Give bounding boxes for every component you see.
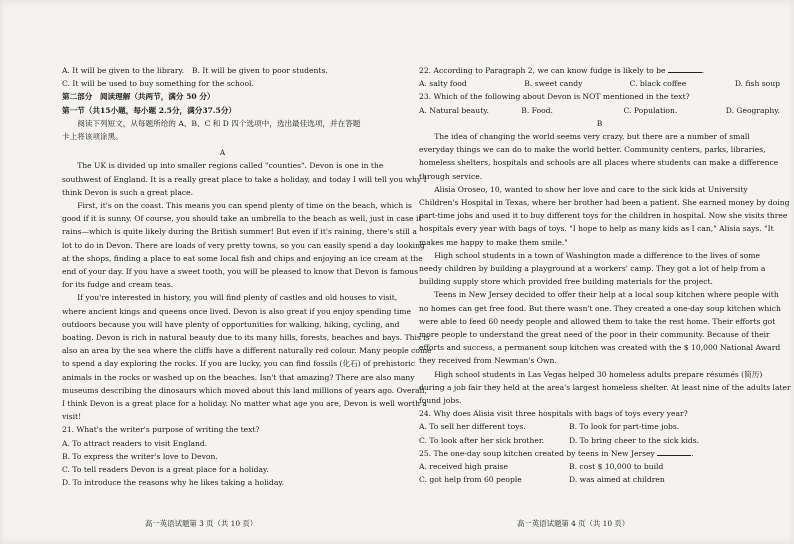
passage-line: think Devon is such a great place. [62, 187, 194, 197]
passage-a [62, 159, 432, 423]
answer-blank[interactable] [657, 447, 691, 456]
prev-question-options-2 [62, 77, 383, 90]
option-b[interactable]: B. It will be given to poor students. [192, 66, 328, 75]
options-row [419, 460, 780, 473]
passage-line: outdoors because you will have plenty of opportunities for walking, hiking, cycling, and [62, 319, 400, 329]
passage-line: First, it's on the coast. This means you can spend plenty of time on the beach, which is [77, 201, 412, 211]
option-c[interactable]: C. black coffee [629, 79, 687, 89]
option-b[interactable]: B. cost $ 10,000 to build [569, 462, 664, 472]
passage-b [419, 130, 791, 407]
passage-line: boating. Devon is rich in natural beauty due to its many hills, forests, beaches and bays. This is [62, 333, 430, 343]
question-24 [419, 407, 780, 447]
passage-line: The UK is divided up into smaller regions called "counties". Devon is one in the [77, 161, 384, 171]
option-b[interactable]: B. Food. [521, 105, 553, 115]
passage-line: also an area by the sea where the cliffs have a different naturally red colour. Many people come [62, 346, 432, 356]
option-a[interactable]: A. salty food [419, 79, 467, 89]
passage-line: needy children by building a playground at a workers' camp. They got a lot of help from a [419, 264, 766, 274]
question-25 [419, 447, 780, 487]
option-d[interactable]: D. Geography. [725, 105, 780, 115]
page-footer: 高一英语试题第 3 页（共 10 页） [145, 518, 258, 528]
option-c[interactable]: C. It will be used to buy something for the school. [62, 79, 254, 89]
passage-b-label: B [596, 118, 603, 128]
option-a[interactable]: A. To attract readers to visit England. [62, 438, 208, 448]
passage-line: visit! [62, 412, 82, 422]
passage-line: part-time jobs and used it to buy different toys for the children in hospital. Now she visits three [419, 211, 788, 221]
question-22 [419, 64, 780, 90]
instruction-line-2: 卡上将该项涂黑。 [62, 132, 123, 142]
passage-line: Teens in New Jersey decided to offer their help at a local soup kitchen where people with [434, 290, 779, 300]
passage-line: Children's Hospital in Texas, where her brother had been a patient. She earned money by doing [419, 198, 790, 208]
option-a[interactable]: A. To sell her different toys. [419, 422, 526, 432]
passage-line: museums describing the dinosaurs which moved about this land millions of years ago. Overall, [62, 385, 427, 395]
passage-line: High school students in Las Vegas helped 30 homeless adults prepare résumés (简历) [434, 369, 763, 379]
option-b[interactable]: B. sweet candy [524, 79, 583, 89]
question-stem: 23. Which of the following about Devon is NOT mentioned in the text? [419, 92, 690, 102]
passage-line: everyday things we can do to make the world better. Community centers, parks, libraries, [419, 145, 766, 155]
options-row [419, 434, 780, 447]
section-heading: 第一节（共15小题，每小题 2.5分，满分37.5分） [62, 105, 237, 115]
passage-line: end of your day. If you have a sweet tooth, you will be pleased to know that Devon is famous [62, 267, 418, 277]
passage-line: were able to feed 60 needy people and allowed them to take the rest home. Their efforts got [419, 316, 776, 326]
passage-line: during a job fair they held at the area's largest homeless shelter. At least nine of the adults later [419, 382, 791, 392]
passage-line: through service. [419, 171, 483, 181]
passage-line: building supply store which provided free building materials for the project. [419, 277, 713, 287]
passage-line: homeless shelters, hospitals and schools are all places where students can make a difference [419, 158, 779, 168]
right-page [397, 0, 794, 544]
passage-line: at the shops, finding a place to eat some local fish and chips and enjoying an ice cream at the [62, 253, 423, 263]
passage-line: efforts and success, a permanent soup kitchen was created with the $ 10,000 National Award [419, 343, 781, 353]
passage-line: for its fudge and cream teas. [62, 280, 174, 290]
option-d[interactable]: D. To bring cheer to the sick kids. [569, 435, 700, 445]
passage-line: they received from Newman's Own. [419, 356, 557, 366]
option-c[interactable]: C. To look after her sick brother. [419, 435, 545, 445]
question-stem: 21. What's the writer's purpose of writing the text? [62, 425, 260, 435]
option-d[interactable]: D. was aimed at children [569, 475, 665, 485]
passage-line: lot to do in Devon. There are loads of very pretty towns, so you can easily spend a day looking [62, 240, 425, 250]
passage-line: where ancient kings and queens once lived. Devon is also great if you enjoy spending time [62, 306, 411, 316]
option-a[interactable]: A. Natural beauty. [419, 105, 489, 115]
passage-a-label: A [219, 148, 226, 158]
passage-line: found jobs. [419, 396, 462, 406]
option-b[interactable]: B. To express the writer's love to Devon. [62, 451, 218, 461]
option-c[interactable]: C. got help from 60 people [419, 475, 522, 485]
passage-line: If you're interested in history, you will find plenty of castles and old houses to visit, [77, 293, 398, 303]
answer-blank[interactable] [668, 64, 702, 73]
option-a[interactable]: A. received high praise [419, 462, 508, 472]
prev-question-options [62, 64, 383, 77]
passage-line: southwest of England. It is a really great place to take a holiday, and today I will tell you why I [62, 174, 427, 184]
passage-line: The idea of changing the world seems very crazy, but there are a number of small [434, 132, 750, 142]
passage-line: makes me happy to make them smile." [419, 237, 568, 247]
passage-line: more people to understand the great need of the poor in their community. Because of their [419, 330, 770, 340]
question-stem: 25. The one-day soup kitchen created by teens in New Jersey . [419, 448, 694, 458]
option-a[interactable]: A. It will be given to the library. [62, 66, 185, 75]
options-row [419, 104, 780, 117]
option-c[interactable]: C. Population. [623, 105, 678, 115]
passage-line: animals in the rocks or washed up on the beaches. Isn't that amazing? There are also many [62, 372, 415, 382]
passage-line: hospitals every year with bags of toys. "I hope to help as many kids as I can," Alisia says. "It [419, 224, 774, 234]
instruction-line-1: 阅读下列短文，从每题所给的 A、B、C 和 D 四个选项中，选出最佳选项，并在答题 [77, 118, 361, 128]
passage-line: I think Devon is a great place for a holiday. No matter what age you are, Devon is well worth a [62, 399, 427, 409]
passage-line: High school students in a town of Washington made a difference to the lives of some [434, 250, 760, 260]
option-d[interactable]: D. fish soup [734, 79, 780, 89]
option-b[interactable]: B. To look for part-time jobs. [569, 422, 680, 432]
passage-line: rains—which is quite likely during the British summer! But even if it's raining, there's still a [62, 227, 417, 237]
option-d[interactable]: D. To introduce the reasons why he likes taking a holiday. [62, 478, 285, 488]
question-stem: 24. Why does Alisia visit three hospitals with bags of toys every year? [419, 409, 688, 419]
options-row [419, 420, 780, 433]
part-heading: 第二部分 阅读理解（共两节，满分 50 分） [62, 92, 215, 102]
page-footer: 高一英语试题第 4 页（共 10 页） [517, 518, 630, 528]
options-row [419, 473, 780, 486]
passage-line: Alisia Oroseo, 10, wanted to show her love and care to the sick kids at University [434, 184, 748, 194]
option-c[interactable]: C. To tell readers Devon is a great place for a holiday. [62, 465, 269, 475]
options-row [419, 77, 780, 90]
question-23 [419, 90, 780, 116]
passage-line: to spend a day exploring the rocks. If you are lucky, you can find fossils (化石) of prehistoric [62, 359, 416, 369]
passage-line: no homes can get free food. But there wasn't one. They created a one-day soup kitchen which [419, 303, 781, 313]
question-21 [62, 423, 383, 489]
question-stem: 22. According to Paragraph 2, we can know fudge is likely to be . [419, 66, 705, 75]
passage-line: good if it is sunny. Of course, you should take an umbrella to the beach as well, just in case it [62, 214, 422, 224]
